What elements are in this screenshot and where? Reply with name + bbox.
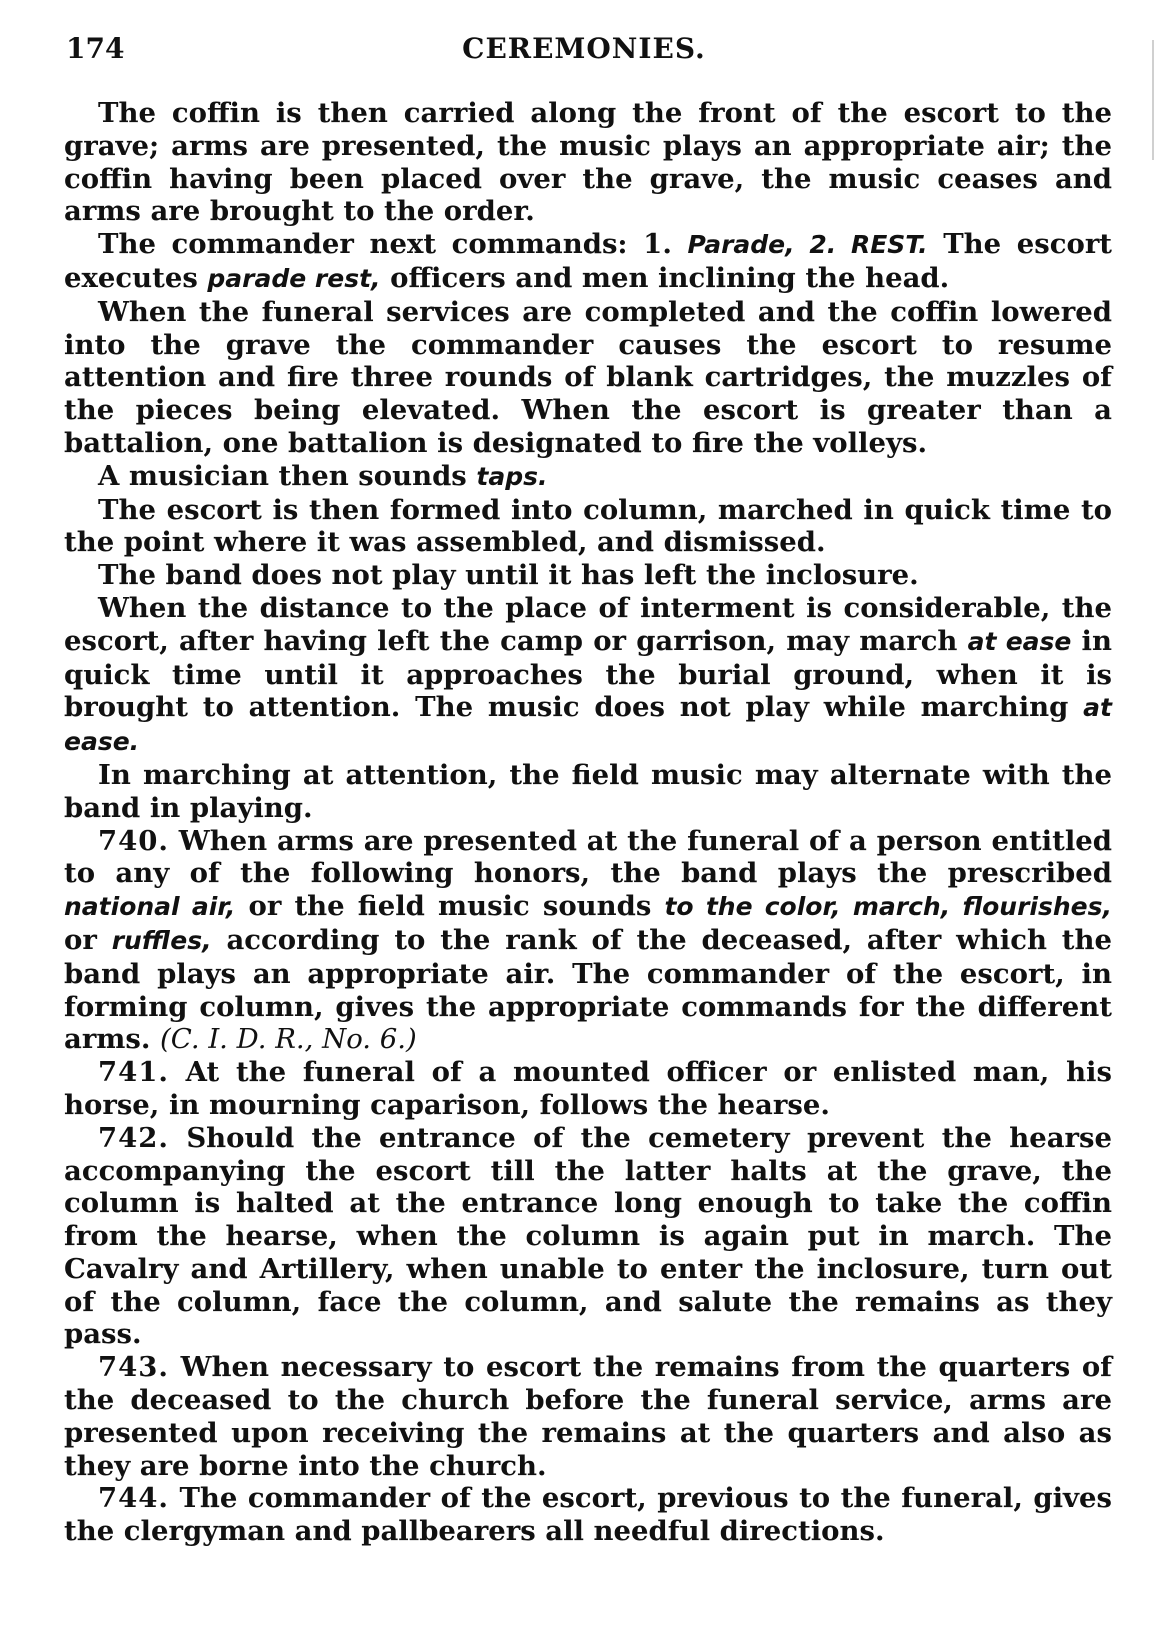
text-run: When arms are presented at the funeral of a person entitled to any of the following honors, the band plays the prescribed — [64, 824, 1112, 890]
text-run: The escort is then formed into column, marched in quick time to the point where it was assembled, and dismissed. — [64, 493, 1112, 559]
paragraph — [64, 1122, 1112, 1352]
running-head: CEREMONIES. — [462, 32, 706, 65]
emphasis-text: to the color, march, flourishes, — [664, 892, 1113, 922]
paragraph — [64, 1482, 1112, 1548]
text-run: The coffin is then carried along the front of the escort to the grave; arms are presented, the music plays an appropriate air; the coffin having been placed over the grave, the music ceases and arms are brought to the order. — [64, 97, 1112, 228]
page-header — [66, 28, 1102, 68]
emphasis-text: ruffles, — [111, 925, 212, 955]
emphasis-text: at ease. — [64, 693, 1112, 757]
text-run: Should the entrance of the cemetery prevent the hearse accompanying the escort till the latter halts at the grave, the column is halted at the entrance long enough to take the coffin from the hearse, when the column is again put in march. The Cavalry and Artillery, when unable to enter the inclosure, turn out of the column, face the column, and salute the remains as they pass. — [64, 1121, 1112, 1351]
emphasis-text: national air, — [64, 892, 236, 922]
text-run: A musician then sounds — [98, 459, 477, 492]
paragraph — [64, 592, 1112, 759]
text-run: When necessary to escort the remains from the quarters of the deceased to the church before the funeral service, arms are presented upon receiving the remains at the quarters and also as they are borne into the church. — [64, 1351, 1112, 1482]
text-run: in quick time until it approaches the burial ground, when it is brought to attention. The music does not play while marching — [64, 624, 1112, 724]
emphasis-text: parade rest, — [207, 263, 381, 293]
paragraph — [64, 1351, 1112, 1482]
paragraph-number: 743. — [98, 1351, 169, 1384]
text-run: In marching at attention, the field music may alternate with the band in playing. — [64, 758, 1112, 824]
paragraph — [64, 228, 1112, 296]
paragraph — [64, 97, 1112, 228]
text-run: The commander next commands: 1. — [98, 228, 688, 261]
emphasis-text: taps. — [476, 461, 548, 491]
text-run: When the distance to the place of interment is considerable, the escort, after having left the camp or garrison, may march — [64, 591, 1112, 657]
paragraph — [64, 296, 1112, 460]
page-number: 174 — [66, 32, 125, 65]
text-run: according to the rank of the deceased, after which the band plays an appropriate air. The commander of the escort, in forming column, gives the appropriate commands for the different arms. — [64, 923, 1113, 1056]
paragraph — [64, 559, 1112, 592]
paragraph-number: 744. — [98, 1482, 169, 1515]
paragraph-number: 740. — [98, 824, 169, 857]
text-run: At the funeral of a mounted officer or enlisted man, his horse, in mourning caparison, follows the hearse. — [64, 1056, 1112, 1121]
emphasis-text: at ease — [967, 626, 1072, 656]
body-text — [64, 97, 1112, 1548]
text-run: The band does not play until it has left the inclosure. — [98, 559, 919, 592]
paragraph — [64, 759, 1112, 825]
paragraph-number: 741. — [98, 1056, 169, 1089]
paragraph — [64, 494, 1112, 560]
paragraph-number: 742. — [98, 1121, 169, 1154]
text-run: officers and men inclining the head. — [380, 261, 950, 294]
text-run: or — [64, 923, 112, 956]
scan-edge-mark — [1152, 40, 1154, 160]
paragraph — [64, 825, 1112, 1057]
text-run: The commander of the escort, previous to the funeral, gives the clergyman and pallbearers all needful directions. — [64, 1482, 1112, 1548]
text-run: When the funeral services are completed and the coffin lowered into the grave the commander causes the escort to resume attention and fire three rounds of blank cartridges, the muzzles of the pieces being elevated. When the escort is greater than a battalion, one battalion is designated to fire the volleys. — [64, 295, 1112, 459]
text-run: The escort executes — [64, 228, 1113, 294]
paragraph — [64, 1056, 1112, 1122]
text-run: or the field music sounds — [235, 890, 665, 923]
emphasis-text: Parade, 2. REST. — [687, 230, 928, 260]
paragraph — [64, 460, 1112, 494]
citation: (C. I. D. R., No. 6.) — [160, 1023, 417, 1056]
